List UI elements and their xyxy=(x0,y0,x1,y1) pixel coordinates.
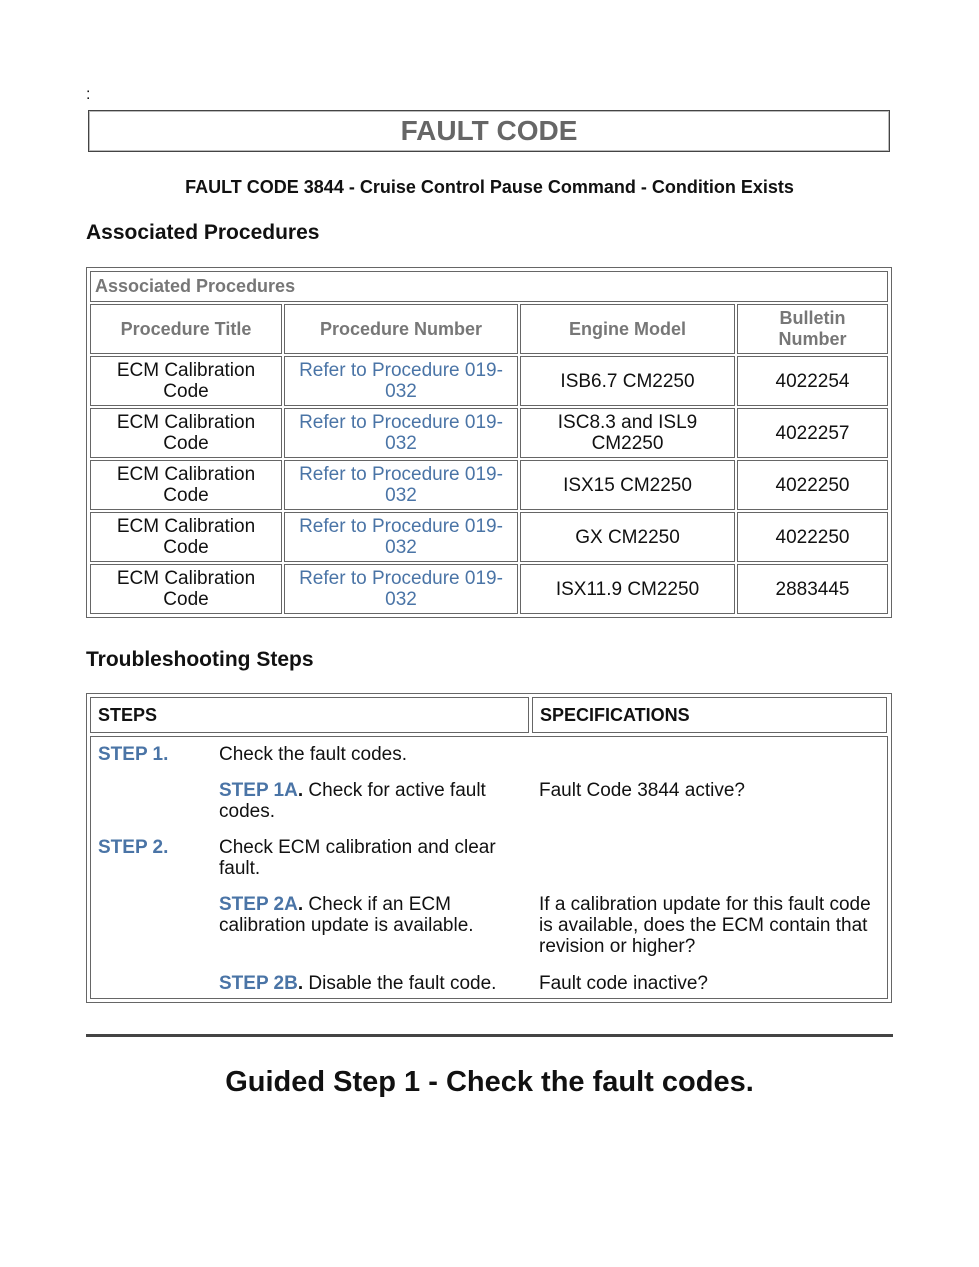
step-1a-link[interactable]: STEP 1A xyxy=(219,780,298,801)
procedure-title-cell: ECM Calibration Code xyxy=(90,408,282,458)
table-row xyxy=(90,460,888,510)
procedure-title-cell: ECM Calibration Code xyxy=(90,356,282,406)
step-2a-text: Check if an ECM calibration update is available. xyxy=(219,894,474,936)
engine-model-cell: ISC8.3 and ISL9 CM2250 xyxy=(520,408,735,458)
engine-model-cell: ISB6.7 CM2250 xyxy=(520,356,735,406)
step-1-text: Check the fault codes. xyxy=(219,744,407,765)
table-row xyxy=(90,408,888,458)
step-2b-spec: Fault code inactive? xyxy=(539,973,708,994)
steps-body xyxy=(90,736,888,999)
engine-model-cell: ISX11.9 CM2250 xyxy=(520,564,735,614)
step-1a-dot: . xyxy=(297,780,304,801)
step-2-text: Check ECM calibration and clear fault. xyxy=(219,837,496,879)
section-divider xyxy=(86,1034,893,1037)
table-row xyxy=(90,512,888,562)
procedure-link[interactable]: Refer to Procedure 019-032 xyxy=(284,356,518,406)
bulletin-number-cell: 4022250 xyxy=(737,512,888,562)
associated-procedures-table xyxy=(86,267,892,618)
step-2a-spec: If a calibration update for this fault code is available, does the ECM contain that revision or higher? xyxy=(539,894,871,957)
step-1-link[interactable]: STEP 1. xyxy=(98,744,169,765)
bulletin-number-cell: 2883445 xyxy=(737,564,888,614)
column-header-specifications: SPECIFICATIONS xyxy=(532,697,887,733)
bulletin-number-cell: 4022257 xyxy=(737,408,888,458)
procedure-title-cell: ECM Calibration Code xyxy=(90,512,282,562)
step-2a-link[interactable]: STEP 2A xyxy=(219,894,298,915)
engine-model-cell: GX CM2250 xyxy=(520,512,735,562)
document-title: FAULT CODE xyxy=(88,110,890,152)
procedure-link[interactable]: Refer to Procedure 019-032 xyxy=(284,512,518,562)
procedure-link[interactable]: Refer to Procedure 019-032 xyxy=(284,564,518,614)
column-header-procedure-title: Procedure Title xyxy=(90,304,282,354)
guided-step-heading: Guided Step 1 - Check the fault codes. xyxy=(225,1066,754,1098)
troubleshooting-steps-heading: Troubleshooting Steps xyxy=(86,648,314,671)
step-2b-text: Disable the fault code. xyxy=(303,973,497,994)
bulletin-number-cell: 4022250 xyxy=(737,460,888,510)
step-2b-link[interactable]: STEP 2B xyxy=(219,973,298,994)
troubleshooting-steps-table xyxy=(86,693,892,1003)
bulletin-number-cell: 4022254 xyxy=(737,356,888,406)
procedure-title-cell: ECM Calibration Code xyxy=(90,460,282,510)
step-1a-text: Check for active fault codes. xyxy=(219,780,486,822)
procedure-title-cell: ECM Calibration Code xyxy=(90,564,282,614)
step-1a-spec: Fault Code 3844 active? xyxy=(539,780,745,801)
column-header-steps: STEPS xyxy=(90,697,529,733)
step-2b-row xyxy=(219,973,529,994)
table-row xyxy=(90,356,888,406)
step-2-link[interactable]: STEP 2. xyxy=(98,837,169,858)
column-header-engine-model: Engine Model xyxy=(520,304,735,354)
engine-model-cell: ISX15 CM2250 xyxy=(520,460,735,510)
step-2a-row xyxy=(219,894,509,936)
procedure-link[interactable]: Refer to Procedure 019-032 xyxy=(284,460,518,510)
top-mark: : xyxy=(86,86,91,103)
procedure-link[interactable]: Refer to Procedure 019-032 xyxy=(284,408,518,458)
step-2a-dot: . xyxy=(297,894,304,915)
step-2b-dot: . xyxy=(297,973,304,994)
column-header-procedure-number: Procedure Number xyxy=(284,304,518,354)
column-header-bulletin-number: Bulletin Number xyxy=(737,304,888,354)
table-row xyxy=(90,564,888,614)
step-1a-row xyxy=(219,780,509,822)
fault-code-heading: FAULT CODE 3844 - Cruise Control Pause Command - Condition Exists xyxy=(185,177,794,197)
table-caption: Associated Procedures xyxy=(90,271,888,302)
associated-procedures-heading: Associated Procedures xyxy=(86,221,320,244)
